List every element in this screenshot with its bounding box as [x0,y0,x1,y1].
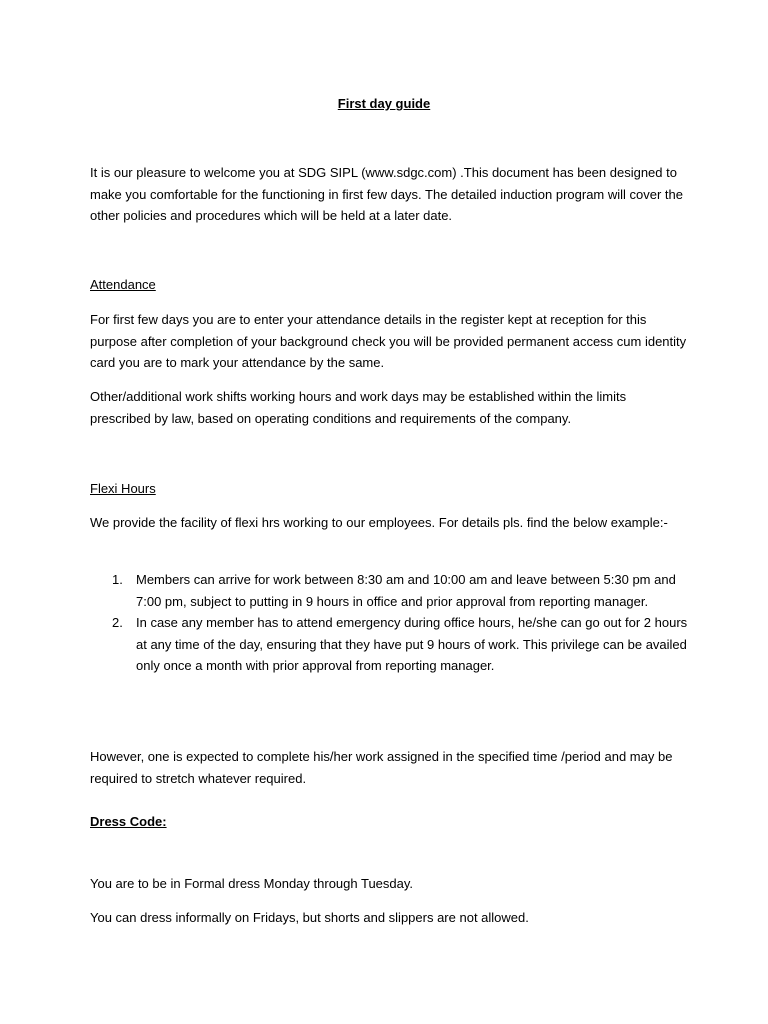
flexi-hours-list [90,569,690,677]
intro-paragraph: It is our pleasure to welcome you at SDG SIPL (www.sdgc.com) .This document has been designed to make you comfortable for the functioning in first few days. The detailed induction program will cover the other policies and procedures which will be held at a later date. [90,165,684,223]
dress-code-paragraph-1: You are to be in Formal dress Monday through Tuesday. [90,876,414,891]
document-title: First day guide [337,96,431,111]
list-item-number: 2. [112,615,123,630]
list-item [90,612,690,677]
flexi-hours-heading: Flexi Hours [90,481,156,496]
list-item-text: In case any member has to attend emergency during office hours, he/she can go out for 2 hours at any time of the day, ensuring that they have put 9 hours of work. This privilege can be availed only once a month with prior approval from reporting manager. [136,615,688,673]
list-item [90,569,690,612]
attendance-heading: Attendance [90,277,156,292]
dress-code-paragraph-2: You can dress informally on Fridays, but shorts and slippers are not allowed. [90,910,529,925]
flexi-hours-closing: However, one is expected to complete his/her work assigned in the specified time /period and may be required to stretch whatever required. [90,749,673,786]
flexi-hours-intro: We provide the facility of flexi hrs working to our employees. For details pls. find the below example:- [90,515,668,530]
attendance-paragraph-1: For first few days you are to enter your attendance details in the register kept at reception for this purpose after completion of your background check you will be provided permanent access cum identity card you are to mark your attendance by the same. [90,312,687,370]
list-item-number: 1. [112,572,123,587]
list-item-text: Members can arrive for work between 8:30 am and 10:00 am and leave between 5:30 pm and 7:00 pm, subject to putting in 9 hours in office and prior approval from reporting manager. [136,572,676,609]
dress-code-heading: Dress Code: [90,814,167,829]
attendance-paragraph-2: Other/additional work shifts working hours and work days may be established within the limits prescribed by law, based on operating conditions and requirements of the company. [90,389,627,426]
